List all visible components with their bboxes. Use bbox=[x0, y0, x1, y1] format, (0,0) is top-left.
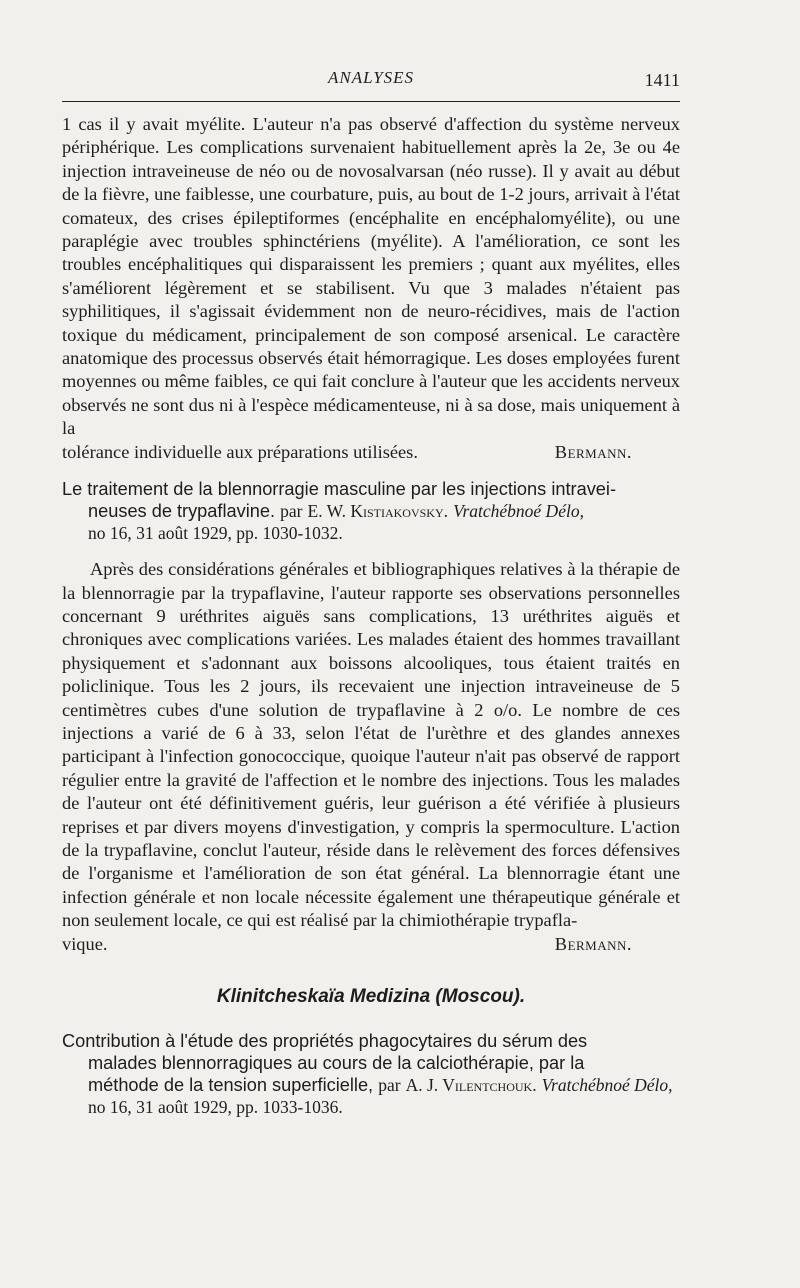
article2-paragraph: Après des considérations générales et bibliographiques relatives à la thérapie de la blennorragie par la trypaflavine, l'auteur rapporte ses observations personnelles concernant 9 uréthrites aiguës sans complications, 13 uréthrites aiguës et chroniques avec complications variées. Les malades étaient des hommes travaillant physiquement et s'adonnant aux boissons alcooliques, tous étaient traités en policlinique. Tous les 2 jours, ils recevaient une injection intraveineuse de 5 centimètres cubes d'une solution de trypaflavine à 2 o/o. Le nombre de ces injections a varié de 6 à 33, selon l'état de l'urèthre et des glandes annexes participant à l'infection gonococcique, quoique l'auteur n'ait pas observé de rapport régulier entre la gravité de l'affection et le nombre des injections. Tous les malades de l'auteur ont été définitivement guéris, leur guérison a été vérifiée à plusieurs reprises et par divers moyens d'investigation, y compris la spermoculture. L'action de la trypaflavine, conclut l'auteur, réside dans le relèvement des forces défensives de l'organisme et l'amélioration de son état général. La blennorragie étant une infection générale et non locale nécessite également une thérapeutique générale et non seulement locale, ce qui est réalisé par la chimiothérapie trypafla- bbox=[62, 559, 680, 931]
article1-last-line: tolérance individuelle aux préparations utilisées. bbox=[62, 441, 418, 462]
article3-title-cont bbox=[62, 1074, 680, 1096]
article2-title-cont bbox=[62, 500, 680, 522]
article3-title-line2: malades blennorragiques au cours de la calciothérapie, par la bbox=[88, 1053, 585, 1073]
article3-citation: no 16, 31 août 1929, pp. 1033-1036. bbox=[88, 1097, 343, 1117]
article3-par: par bbox=[378, 1075, 401, 1095]
article2-journal: Vratchébnoé Délo, bbox=[453, 501, 584, 522]
running-title: ANALYSES bbox=[327, 68, 415, 87]
article2-closing-line bbox=[62, 933, 680, 956]
article3-journal: Vratchébnoé Délo, bbox=[541, 1075, 673, 1095]
article2-title-line1: Le traitement de la blennorragie masculine par les injections intravei- bbox=[62, 479, 616, 500]
article1-closing-line bbox=[62, 441, 680, 464]
article2-heading bbox=[62, 478, 680, 544]
journal-heading: Klinitcheskaïa Medizina (Moscou). bbox=[216, 986, 526, 1007]
article2-last-line: vique. bbox=[62, 933, 108, 954]
article3-heading bbox=[62, 1030, 680, 1118]
article2-author: E. W. Kistiakovsky. bbox=[307, 501, 448, 522]
article2-signature: Bermann. bbox=[554, 933, 632, 954]
header-rule bbox=[62, 101, 680, 102]
article2-title-line2: neuses de trypaflavine. bbox=[88, 501, 276, 522]
article3-title-line1: Contribution à l'étude des propriétés phagocytaires du sérum des bbox=[62, 1031, 588, 1051]
article2-citation: no 16, 31 août 1929, pp. 1030-1032. bbox=[88, 523, 343, 544]
article1-signature: Bermann. bbox=[554, 441, 632, 462]
article3-title-line3: méthode de la tension superficielle, bbox=[88, 1075, 374, 1095]
page-body bbox=[62, 113, 680, 1118]
page-number: 1411 bbox=[644, 70, 680, 90]
article3-author: A. J. Vilentchouk. bbox=[405, 1075, 537, 1095]
article2-par: par bbox=[280, 501, 303, 522]
running-header bbox=[62, 66, 680, 96]
article1-paragraph: 1 cas il y avait myélite. L'auteur n'a pas observé d'affection du système nerveux périphérique. Les complications survenaient habituellement après la 2e, 3e ou 4e injection intraveineuse de néo ou de novosalvarsan (néo russe). Il y avait au début de la fièvre, une faiblesse, une courbature, puis, au bout de 1-2 jours, arrivait à l'état comateux, des crises épileptiformes (encéphalite en encéphalomyélite), ou une paraplégie avec troubles sphinctériens (myélite). A l'amélioration, ce sont les troubles encéphalitiques qui disparaissent les premiers ; quant aux myélites, elles s'améliorent légèrement et se stabilisent. Vu que 3 malades n'étaient pas syphilitiques, il s'agissait évidemment non de neuro-récidives, mais de l'action toxique du médicament, principalement de son composé arsenical. Le caractère anatomique des processus observés était hémorragique. Les doses employées furent moyennes ou même faibles, ce qui fait conclure à l'auteur que les accidents nerveux observés ne sont dus ni à l'espèce médicamenteuse, ni à sa dose, mais uniquement à la bbox=[62, 114, 680, 439]
